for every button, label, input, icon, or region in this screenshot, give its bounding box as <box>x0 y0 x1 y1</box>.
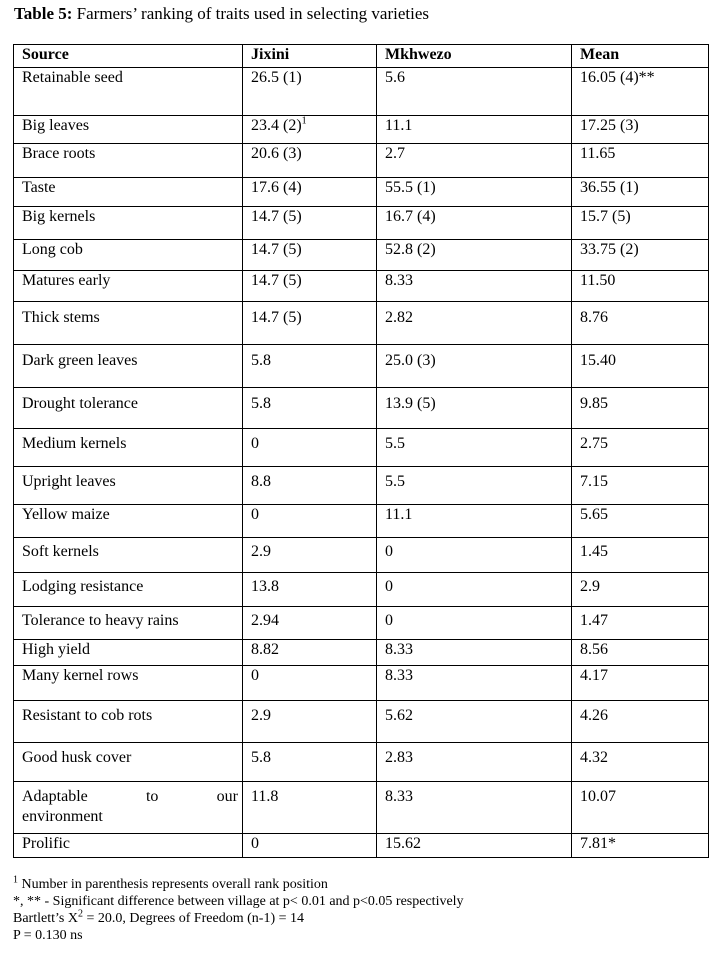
table-row <box>14 701 709 743</box>
cell-jixini: 14.7 (5) <box>243 240 377 271</box>
cell-source: Matures early <box>14 271 243 302</box>
cell-source: Long cob <box>14 240 243 271</box>
cell-mean: 33.75 (2) <box>572 240 709 271</box>
cell-jixini: 14.7 (5) <box>243 302 377 345</box>
cell-mkhwezo: 25.0 (3) <box>377 345 572 388</box>
cell-mkhwezo: 0 <box>377 607 572 640</box>
footnote-rank <box>13 876 464 893</box>
cell-source: Resistant to cob rots <box>14 701 243 743</box>
cell-source: Tolerance to heavy rains <box>14 607 243 640</box>
cell-mkhwezo: 11.1 <box>377 505 572 538</box>
source-word: to <box>145 788 159 805</box>
header-jixini: Jixini <box>243 45 377 68</box>
cell-mkhwezo: 8.33 <box>377 271 572 302</box>
cell-jixini: 17.6 (4) <box>243 178 377 207</box>
cell-source: Medium kernels <box>14 429 243 467</box>
cell-source: Soft kernels <box>14 538 243 573</box>
table-row <box>14 388 709 429</box>
cell-mean: 17.25 (3) <box>572 116 709 144</box>
cell-source: Retainable seed <box>14 68 243 116</box>
table-row <box>14 573 709 607</box>
cell-jixini: 20.6 (3) <box>243 144 377 178</box>
cell-source: Many kernel rows <box>14 666 243 701</box>
source-word: Adaptable <box>22 788 88 805</box>
cell-source: High yield <box>14 640 243 666</box>
table-row <box>14 207 709 240</box>
bartlett-label: Bartlett’s X <box>13 911 78 926</box>
table-row <box>14 640 709 666</box>
footnote-ref: 1 <box>301 115 307 127</box>
cell-jixini: 5.8 <box>243 345 377 388</box>
cell-mkhwezo: 0 <box>377 573 572 607</box>
cell-mean: 7.15 <box>572 467 709 505</box>
cell-mkhwezo: 5.6 <box>377 68 572 116</box>
table-row <box>14 429 709 467</box>
footnote-pvalue: P = 0.130 ns <box>13 928 83 943</box>
cell-source: Taste <box>14 178 243 207</box>
source-line-1 <box>22 787 242 807</box>
cell-jixini: 0 <box>243 666 377 701</box>
cell-jixini: 8.82 <box>243 640 377 666</box>
table-row <box>14 607 709 640</box>
cell-jixini: 26.5 (1) <box>243 68 377 116</box>
cell-mkhwezo: 8.33 <box>377 782 572 834</box>
cell-source: Drought tolerance <box>14 388 243 429</box>
cell-mkhwezo: 52.8 (2) <box>377 240 572 271</box>
table-row <box>14 144 709 178</box>
cell-mkhwezo: 0 <box>377 538 572 573</box>
cell-jixini: 14.7 (5) <box>243 207 377 240</box>
cell-source: Good husk cover <box>14 743 243 782</box>
cell-mean: 11.50 <box>572 271 709 302</box>
cell-source: Yellow maize <box>14 505 243 538</box>
table-row <box>14 271 709 302</box>
cell-mkhwezo: 2.82 <box>377 302 572 345</box>
table-footnotes <box>13 876 464 944</box>
cell-mkhwezo: 5.62 <box>377 701 572 743</box>
caption-text: Farmers’ ranking of traits used in selecting varieties <box>76 4 429 23</box>
cell-jixini: 2.9 <box>243 538 377 573</box>
traits-table <box>13 44 709 858</box>
cell-mean: 4.17 <box>572 666 709 701</box>
table-row <box>14 538 709 573</box>
footnote-significance: *, ** - Significant difference between village at p< 0.01 and p<0.05 respectively <box>13 894 464 909</box>
cell-jixini <box>243 116 377 144</box>
cell-mean: 15.40 <box>572 345 709 388</box>
footnote-bartlett <box>13 910 464 927</box>
cell-source: Prolific <box>14 834 243 858</box>
cell-mean: 8.76 <box>572 302 709 345</box>
header-mkhwezo: Mkhwezo <box>377 45 572 68</box>
cell-mkhwezo: 2.7 <box>377 144 572 178</box>
cell-mkhwezo: 8.33 <box>377 640 572 666</box>
table-row <box>14 467 709 505</box>
table-row <box>14 178 709 207</box>
cell-jixini: 14.7 (5) <box>243 271 377 302</box>
cell-jixini: 5.8 <box>243 388 377 429</box>
cell-jixini: 13.8 <box>243 573 377 607</box>
cell-jixini: 8.8 <box>243 467 377 505</box>
footnote-marker: 1 <box>13 874 18 886</box>
cell-mean: 1.47 <box>572 607 709 640</box>
cell-mean: 16.05 (4)** <box>572 68 709 116</box>
cell-mkhwezo: 11.1 <box>377 116 572 144</box>
cell-mean: 10.07 <box>572 782 709 834</box>
table-row <box>14 345 709 388</box>
cell-mean: 4.32 <box>572 743 709 782</box>
cell-mkhwezo: 16.7 (4) <box>377 207 572 240</box>
cell-mean: 2.75 <box>572 429 709 467</box>
table-row <box>14 834 709 858</box>
table-caption <box>14 4 429 24</box>
cell-mean: 4.26 <box>572 701 709 743</box>
cell-jixini: 0 <box>243 429 377 467</box>
cell-jixini: 0 <box>243 834 377 858</box>
table-row <box>14 302 709 345</box>
cell-source: Upright leaves <box>14 467 243 505</box>
cell-mkhwezo: 8.33 <box>377 666 572 701</box>
cell-jixini: 11.8 <box>243 782 377 834</box>
cell-source: Dark green leaves <box>14 345 243 388</box>
source-line-2: environment <box>22 808 103 825</box>
cell-mean: 11.65 <box>572 144 709 178</box>
cell-mkhwezo: 55.5 (1) <box>377 178 572 207</box>
cell-mkhwezo: 2.83 <box>377 743 572 782</box>
cell-mkhwezo: 13.9 (5) <box>377 388 572 429</box>
cell-mean: 7.81* <box>572 834 709 858</box>
cell-mean: 8.56 <box>572 640 709 666</box>
cell-source <box>14 782 243 834</box>
header-mean: Mean <box>572 45 709 68</box>
cell-mean: 15.7 (5) <box>572 207 709 240</box>
cell-mkhwezo: 5.5 <box>377 467 572 505</box>
cell-mean: 5.65 <box>572 505 709 538</box>
cell-source: Brace roots <box>14 144 243 178</box>
cell-mkhwezo: 15.62 <box>377 834 572 858</box>
caption-label: Table 5: <box>14 4 73 23</box>
cell-jixini: 2.9 <box>243 701 377 743</box>
cell-mean: 9.85 <box>572 388 709 429</box>
table-row <box>14 743 709 782</box>
bartlett-sup: 2 <box>77 908 83 920</box>
cell-jixini: 0 <box>243 505 377 538</box>
source-word: our <box>216 788 238 805</box>
cell-source: Big kernels <box>14 207 243 240</box>
cell-mkhwezo: 5.5 <box>377 429 572 467</box>
cell-jixini: 5.8 <box>243 743 377 782</box>
header-row <box>14 45 709 68</box>
cell-jixini: 2.94 <box>243 607 377 640</box>
cell-mean: 36.55 (1) <box>572 178 709 207</box>
header-source: Source <box>14 45 243 68</box>
table-row <box>14 240 709 271</box>
table-row <box>14 116 709 144</box>
cell-source: Big leaves <box>14 116 243 144</box>
cell-mean: 1.45 <box>572 538 709 573</box>
cell-source: Lodging resistance <box>14 573 243 607</box>
footnote-rank-text: Number in parenthesis represents overall rank position <box>18 877 328 892</box>
bartlett-value: = 20.0, Degrees of Freedom (n-1) = 14 <box>82 911 305 926</box>
table-row <box>14 782 709 834</box>
cell-jixini-value: 23.4 (2) <box>251 117 302 134</box>
table-row <box>14 505 709 538</box>
table-row <box>14 666 709 701</box>
cell-mean: 2.9 <box>572 573 709 607</box>
table-row <box>14 68 709 116</box>
cell-source: Thick stems <box>14 302 243 345</box>
